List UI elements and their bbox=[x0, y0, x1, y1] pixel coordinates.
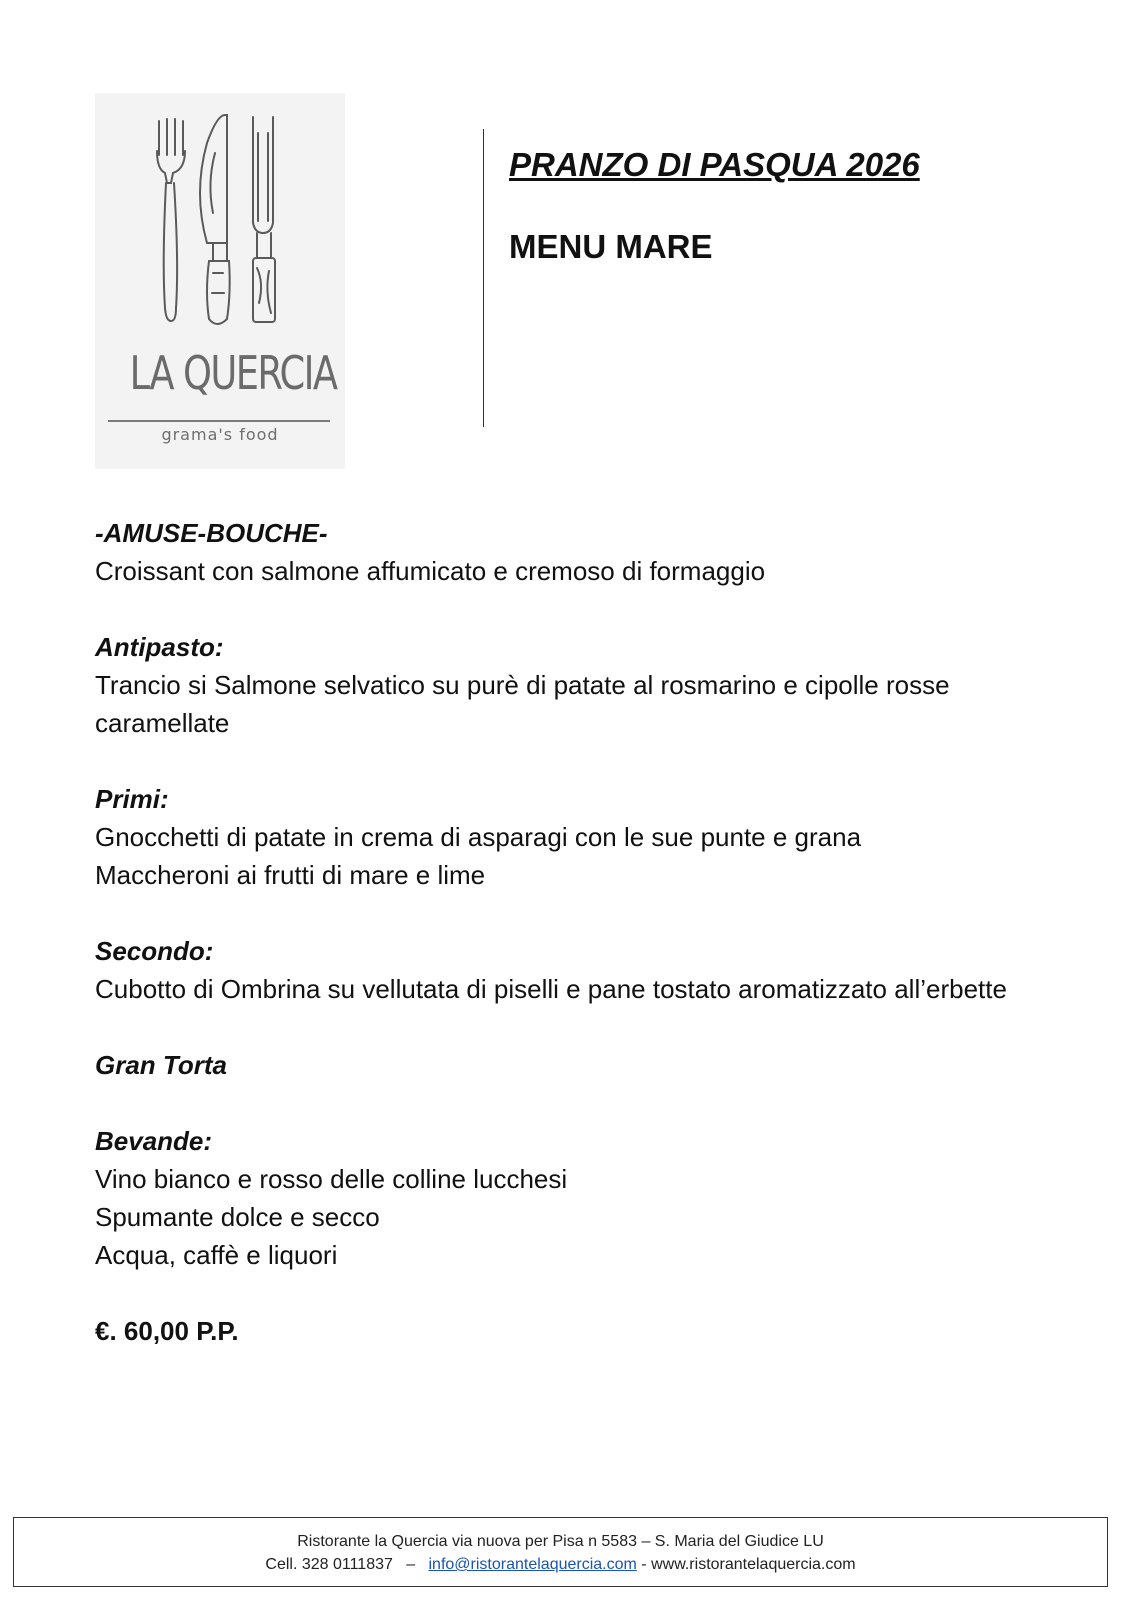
section-heading: Secondo: bbox=[95, 936, 214, 966]
footer-separator: – bbox=[406, 1556, 416, 1573]
header-divider bbox=[483, 129, 484, 427]
menu-subtitle: MENU MARE bbox=[509, 228, 713, 265]
knife-icon bbox=[200, 115, 230, 324]
footer-website-prefix: - bbox=[641, 1556, 647, 1573]
section-gran-torta bbox=[95, 1046, 1055, 1084]
menu-item: Spumante dolce e secco bbox=[95, 1202, 380, 1232]
page-title: PRANZO DI PASQUA 2026 bbox=[509, 146, 920, 183]
section-heading: Primi: bbox=[95, 784, 169, 814]
footer bbox=[13, 1517, 1108, 1587]
section-amuse-bouche bbox=[95, 514, 1055, 590]
logo-tagline: grama's food bbox=[161, 425, 279, 444]
price: €. 60,00 P.P. bbox=[95, 1316, 239, 1346]
menu-item: Acqua, caffè e liquori bbox=[95, 1240, 338, 1270]
section-bevande bbox=[95, 1122, 1055, 1274]
menu-item: Maccheroni ai frutti di mare e lime bbox=[95, 860, 486, 890]
menu-body bbox=[95, 514, 1055, 1350]
section-heading: Gran Torta bbox=[95, 1050, 227, 1080]
fork-icon bbox=[157, 119, 185, 321]
email-link[interactable]: info@ristorantelaquercia.com bbox=[428, 1556, 637, 1573]
footer-phone: Cell. 328 0111837 bbox=[265, 1556, 393, 1573]
section-secondo bbox=[95, 932, 1055, 1008]
section-heading: Bevande: bbox=[95, 1126, 213, 1156]
menu-item: Gnocchetti di patate in crema di asparagi con le sue punte e grana bbox=[95, 822, 862, 852]
section-heading: -AMUSE-BOUCHE- bbox=[95, 518, 328, 548]
logo-name: LA QUERCIA bbox=[129, 346, 337, 400]
logo-rule bbox=[108, 420, 330, 422]
logo bbox=[95, 93, 345, 469]
footer-website: www.ristorantelaquercia.com bbox=[651, 1556, 856, 1573]
cutlery-illustration bbox=[95, 93, 345, 343]
carving-fork-icon bbox=[253, 117, 275, 322]
section-antipasto bbox=[95, 628, 1055, 742]
menu-item: Croissant con salmone affumicato e cremoso di formaggio bbox=[95, 556, 766, 586]
section-heading: Antipasto: bbox=[95, 632, 224, 662]
section-primi bbox=[95, 780, 1055, 894]
menu-item: Cubotto di Ombrina su vellutata di piselli e pane tostato aromatizzato all’erbette bbox=[95, 974, 1007, 1004]
menu-item: Vino bianco e rosso delle colline lucchesi bbox=[95, 1164, 568, 1194]
menu-item: Trancio si Salmone selvatico su purè di patate al rosmarino e cipolle rosse caramellate bbox=[95, 670, 950, 738]
footer-address: Ristorante la Quercia via nuova per Pisa n 5583 – S. Maria del Giudice LU bbox=[297, 1533, 824, 1550]
footer-contact bbox=[14, 1553, 1107, 1576]
